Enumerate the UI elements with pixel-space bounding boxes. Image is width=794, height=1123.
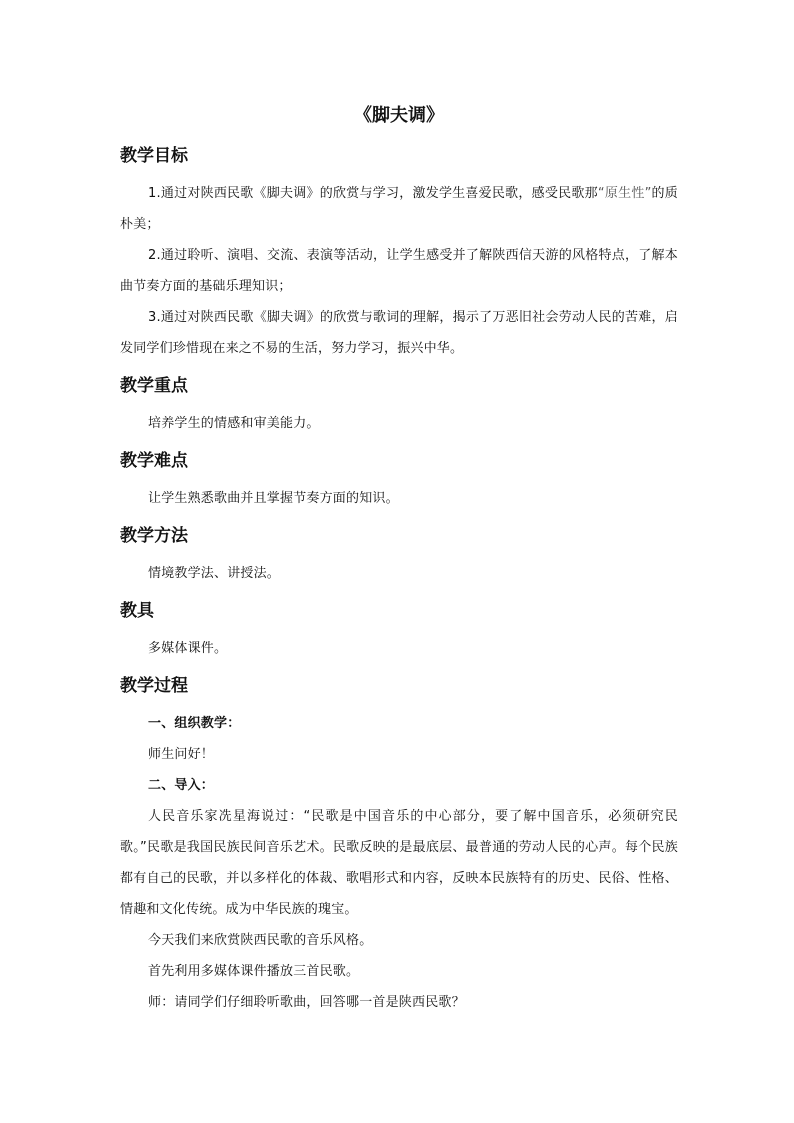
process-step-1-text: 师生问好！ <box>148 747 215 762</box>
goal-item-1-quote: “原生性” <box>597 186 652 201</box>
process-step-2-paragraph: 今天我们来欣赏陕西民歌的音乐风格。 <box>148 933 373 948</box>
key-points-text: 培养学生的情感和审美能力。 <box>148 416 320 431</box>
process-step-2-paragraph: 人民音乐家冼星海说过：“民歌是中国音乐的中心部分，要了解中国音乐，必须研究民歌。”民歌是我国民族民间音乐艺术。民歌反映的是最底层、最普通的劳动人民的心声。每个民族都有自己的民歌，并以多样化的体裁、歌唱形式和内容，反映本民族特有的历史、民俗、性格、情趣和文化传统。成为中华民族的瑰宝。 <box>120 809 678 917</box>
heading-process: 教学过程 <box>120 676 188 696</box>
heading-teaching-goals: 教学目标 <box>120 146 188 166</box>
goal-item-1-text: 1.通过对陕西民歌《脚夫调》的欣赏与学习，激发学生喜爱民歌，感受民歌那 <box>148 186 598 201</box>
process-step-2-paragraph: 师：请同学们仔细聆听歌曲，回答哪一首是陕西民歌？ <box>148 995 465 1010</box>
document-content <box>120 100 678 1018</box>
methods-text: 情境教学法、讲授法。 <box>148 566 281 581</box>
goal-item-1-tail: 的质朴美； <box>120 186 678 232</box>
heading-methods: 教学方法 <box>120 526 188 546</box>
process-step-2-paragraph: 首先利用多媒体课件播放三首民歌。 <box>148 964 360 979</box>
goal-item-3: 3.通过对陕西民歌《脚夫调》的欣赏与歌词的理解，揭示了万恶旧社会劳动人民的苦难，启发同学们珍惜现在来之不易的生活，努力学习，振兴中华。 <box>120 310 678 356</box>
heading-tools: 教具 <box>120 601 154 621</box>
heading-difficulties: 教学难点 <box>120 451 188 471</box>
process-step-1-title: 一、组织教学： <box>148 716 241 731</box>
heading-key-points: 教学重点 <box>120 376 188 396</box>
document-title: 《脚夫调》 <box>354 105 444 126</box>
difficulties-text: 让学生熟悉歌曲并且掌握节奏方面的知识。 <box>148 491 399 506</box>
tools-text: 多媒体课件。 <box>148 641 228 656</box>
goal-item-1 <box>120 178 678 240</box>
goal-item-2: 2.通过聆听、演唱、交流、表演等活动，让学生感受并了解陕西信天游的风格特点，了解本曲节奏方面的基础乐理知识； <box>120 248 678 294</box>
process-step-2-title: 二、导入： <box>148 778 215 793</box>
